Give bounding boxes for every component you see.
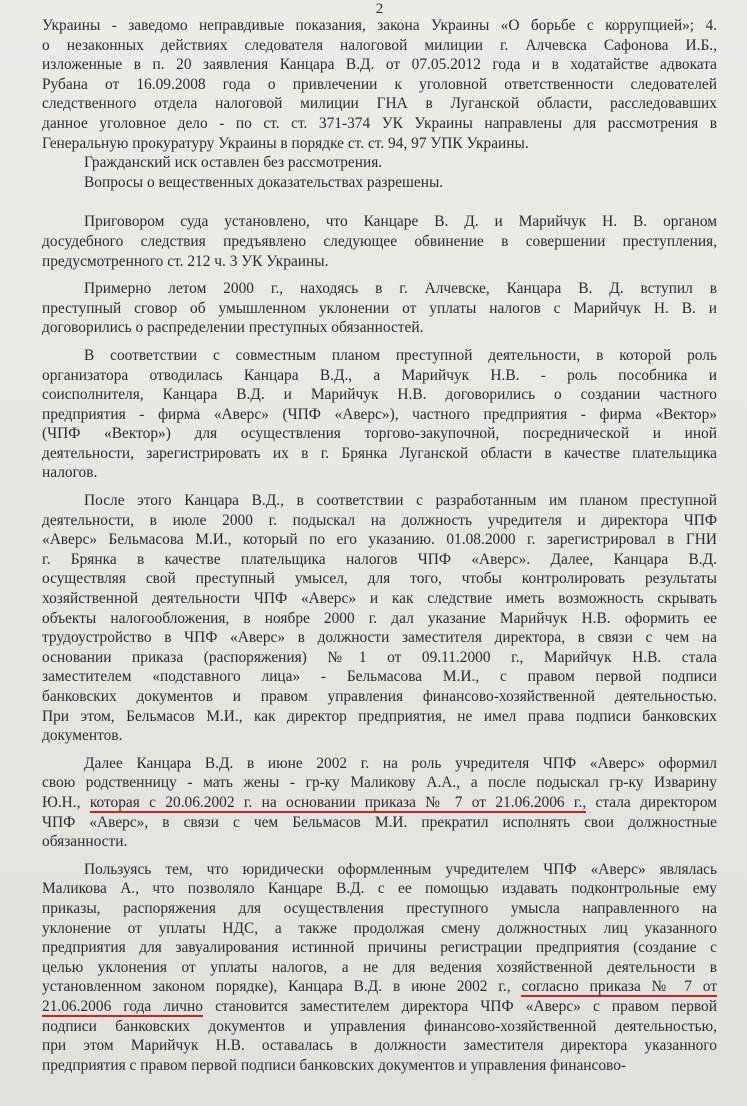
paragraph	[42, 346, 717, 483]
text-line: ЧПФ «Аверс», в связи с чем Бельмасов М.И. прекратил исполнять свои должностные	[42, 813, 717, 831]
text-line: следственного отдела налоговой милиции ГНА в Луганской области, расследовавших	[42, 95, 717, 113]
text-line: предприятия - фирма «Аверс» (ЧПФ «Аверс»), частного предприятия - фирма «Вектор»	[42, 405, 717, 423]
text-line: обязанности.	[42, 833, 128, 851]
paragraph	[42, 153, 717, 173]
text-line: трудоустройство в ЧПФ «Аверс» в должности заместителя директора, в связи с чем на	[42, 629, 717, 647]
paragraph-gap	[42, 483, 717, 491]
paragraph	[42, 279, 717, 338]
text-line: После этого Канцара В.Д., в соответствии с разработанным им планом преступной	[84, 492, 717, 510]
text-line: г. Брянка в качестве плательщика налогов ЧПФ «Аверс». Далее, Канцара В.Д.	[42, 550, 717, 568]
red-underline: согласно приказа № 7 от	[521, 978, 717, 996]
text-line: организатора отводилась Канцара В.Д., а Марийчук Н.В. - роль пособника и	[42, 366, 717, 384]
text-line: предприятия с правом первой подписи банковских документов и управления финансово-	[42, 1056, 627, 1074]
text-line: предусмотренного ст. 212 ч. 3 УК Украины.	[42, 252, 329, 270]
text-line: Генеральную прокуратуру Украины в порядке ст. ст. 94, 97 УПК Украины.	[42, 134, 529, 152]
text-line: при этом Марийчук Н.В. оставалась в должности заместителя директора указанного	[42, 1037, 717, 1055]
text-line: «Аверс» Бельмасова М.И., который по его указанию. 01.08.2000 г. зарегистрировал в ГНИ	[42, 531, 717, 549]
text-line: о незаконных действиях следователя налоговой милиции г. Алчевска Сафонова И.Б.,	[42, 36, 717, 54]
text-line: Рубана от 16.09.2008 года о привлечении к уголовной ответственности следователей	[42, 75, 717, 93]
text-line: (ЧПФ «Вектор») для осуществления торгово-закупочной, посреднической и иной	[42, 425, 717, 443]
text-line: установленном законом порядке), Канцара В.Д. в июне 2002 г., согласно приказа № 7 от	[42, 978, 717, 996]
text-line: договорились о распределении преступных обязанностей.	[42, 319, 424, 337]
text-line: Приговором суда установлено, что Канцаре В. Д. и Марийчук Н. В. органом	[84, 213, 717, 231]
text-line: деятельности, в июле 2000 г. подыскал на должность учредителя и директора ЧПФ	[42, 511, 717, 529]
text-line: приказы, распоряжения для осуществления преступного умысла направленного на	[42, 899, 717, 917]
paragraph-gap	[42, 192, 717, 212]
text-line: Ю.Н., которая с 20.06.2002 г. на основании приказа № 7 от 21.06.2006 г., стала директором	[42, 793, 718, 811]
text-line: Гражданский иск оставлен без рассмотрения.	[84, 154, 383, 172]
text-line: осуществляя свой преступный умысел, для того, чтобы контролировать результаты	[42, 570, 717, 588]
paragraph-gap	[42, 338, 717, 346]
paragraph	[42, 212, 717, 271]
text-line: банковских документов и правом управления финансово-хозяйственной деятельностью.	[42, 688, 717, 705]
text-line: документов.	[42, 727, 123, 745]
text-line: целью уклонения от уплаты налогов, а не для ведения хозяйственной деятельности в	[42, 958, 717, 976]
text-line: данное уголовное дело - по ст. ст. 371-374 УК Украины направлены для рассмотрения в	[42, 114, 717, 132]
paragraph-gap	[42, 271, 717, 279]
text-line: уклонение от уплаты НДС, а также продолжая смену должностных лиц указанного	[42, 919, 717, 937]
text-line: соисполнителя, Канцара В.Д. и Марийчук Н.В. договорились о создании частного	[42, 386, 717, 404]
text-line: Примерно летом 2000 г., находясь в г. Алчевске, Канцара В. Д. вступил в	[84, 280, 717, 298]
paragraph-gap	[42, 746, 717, 754]
text-line: свою родственницу - мать жены - гр-ку Маликову А.А., а после подыскал гр-ку Изварину	[42, 774, 717, 792]
paragraph-gap	[42, 852, 717, 860]
text-line: При этом, Бельмасов М.И., как директор предприятия, не имел права подписи банковских	[42, 707, 717, 725]
text-line: Маликова А., что позволяло Канцаре В.Д. с ее помощью издавать подконтрольные ему	[42, 880, 717, 898]
paragraph	[42, 173, 717, 193]
text-line: заместителем «подставного лица» - Бельмасова М.И., с правом первой подписи	[42, 668, 717, 686]
page-number: 2	[375, 1, 384, 17]
text-line: досудебного следствия предъявлено следующее обвинение в совершении преступления,	[42, 232, 717, 250]
paragraph	[42, 491, 717, 746]
paragraph	[42, 754, 717, 852]
paragraph	[42, 16, 717, 153]
text-line: хозяйственной деятельности ЧПФ «Аверс» и как следствие иметь возможность скрывать	[42, 590, 717, 608]
text-line: объекты налогообложения, в ноябре 2000 г. дал указание Марийчук Н.В. оформить ее	[42, 609, 717, 627]
text-line: подписи банковских документов и управления финансово-хозяйственной деятельностью,	[42, 1017, 717, 1035]
text-line: Далее Канцара В.Д. в июне 2002 г. на роль учредителя ЧПФ «Аверс» оформил	[84, 754, 717, 772]
text-line: деятельности, зарегистрировать их в г. Брянка Луганской области в качестве плательщика	[42, 444, 717, 462]
text-line: основании приказа (распоряжения) №1 от 09.11.2000 г., Марийчук Н.В. стала	[42, 648, 717, 666]
text-line: 21.06.2006 года лично становится заместителем директора ЧПФ «Аверс» с правом первой	[42, 997, 717, 1015]
text-line: Украины - заведомо неправдивые показания, закона Украины «О борьбе с коррупцией»; 4.	[42, 17, 717, 34]
red-underline: 21.06.2006 года лично	[42, 997, 203, 1015]
text-line: изложенные в п. 20 заявления Канцара В.Д. от 07.05.2012 года и в ходатайстве адвоката	[42, 56, 717, 74]
text-line: Пользуясь тем, что юридически оформленным учредителем ЧПФ «Аверс» являлась	[84, 860, 717, 878]
text-line: В соответствии с совместным планом преступной деятельности, в которой роль	[84, 346, 717, 364]
text-line: Вопросы о вещественных доказательствах разрешены.	[84, 173, 444, 191]
paragraph	[42, 860, 717, 1076]
text-line: налогов.	[42, 464, 98, 482]
text-line: преступный сговор об умышленном уклонении от уплаты налогов с Марийчук Н. В. и	[42, 299, 717, 317]
text-line: предприятия для завуалирования истинной причины регистрации предприятия (создание с	[42, 939, 717, 957]
document-body	[42, 16, 717, 1075]
red-underline: которая с 20.06.2002 г. на основании приказа № 7 от 21.06.2006 г.,	[89, 793, 587, 811]
